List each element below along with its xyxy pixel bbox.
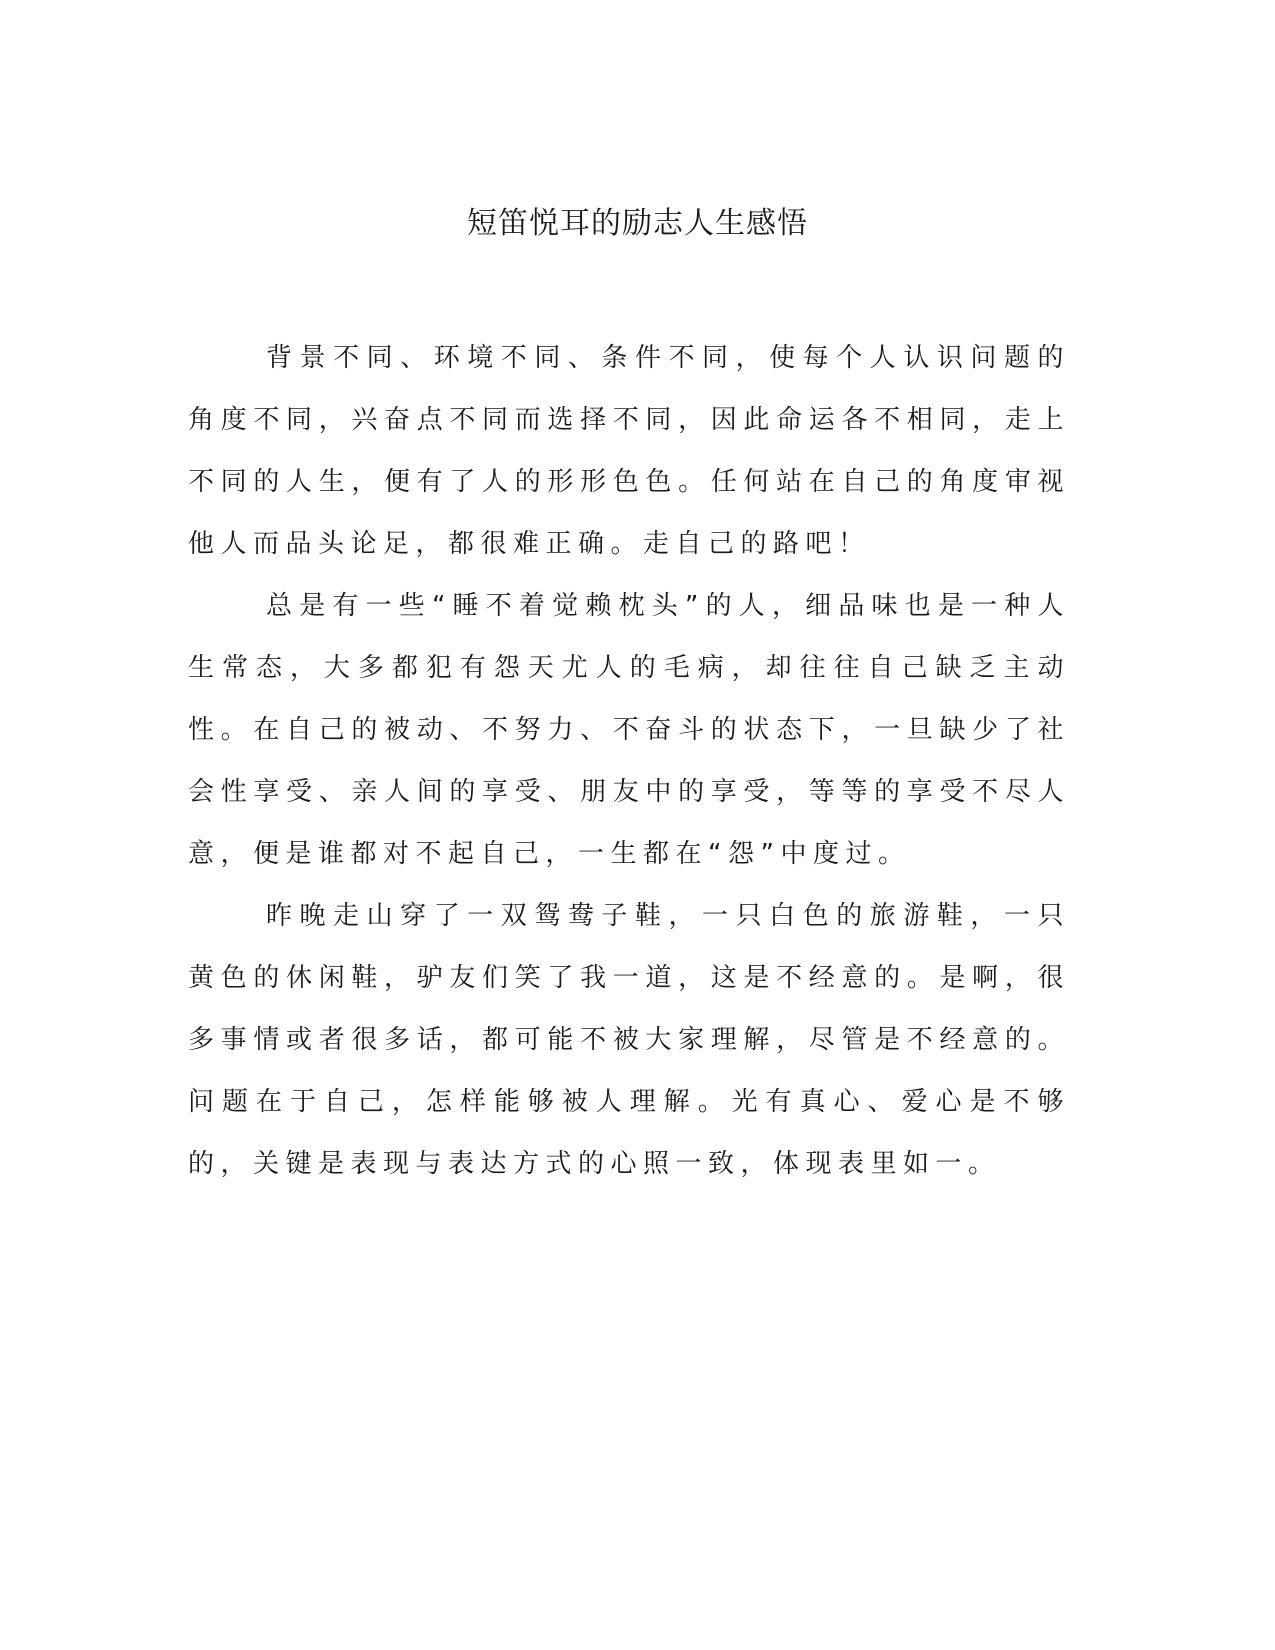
document-title: 短笛悦耳的励志人生感悟 bbox=[467, 206, 808, 241]
document-body bbox=[188, 327, 1070, 1195]
paragraph-2: 总是有一些“睡不着觉赖枕头”的人，细品味也是一种人生常态，大多都犯有怨天尤人的毛病，却往往自己缺乏主动性。在自己的被动、不努力、不奋斗的状态下，一旦缺少了社会性享受、亲人间的享受、朋友中的享受，等等的享受不尽人意，便是谁都对不起自己，一生都在“怨”中度过。 bbox=[188, 591, 1070, 869]
paragraph-1: 背景不同、环境不同、条件不同，使每个人认识问题的角度不同，兴奋点不同而选择不同，因此命运各不相同，走上不同的人生，便有了人的形形色色。任何站在自己的角度审视他人而品头论足，都很难正确。走自己的路吧！ bbox=[188, 343, 1070, 559]
paragraph-3: 昨晚走山穿了一双鸳鸯子鞋，一只白色的旅游鞋，一只黄色的休闲鞋，驴友们笑了我一道，这是不经意的。是啊，很多事情或者很多话，都可能不被大家理解，尽管是不经意的。问题在于自己，怎样能够被人理解。光有真心、爱心是不够的，关键是表现与表达方式的心照一致，体现表里如一。 bbox=[188, 901, 1070, 1179]
